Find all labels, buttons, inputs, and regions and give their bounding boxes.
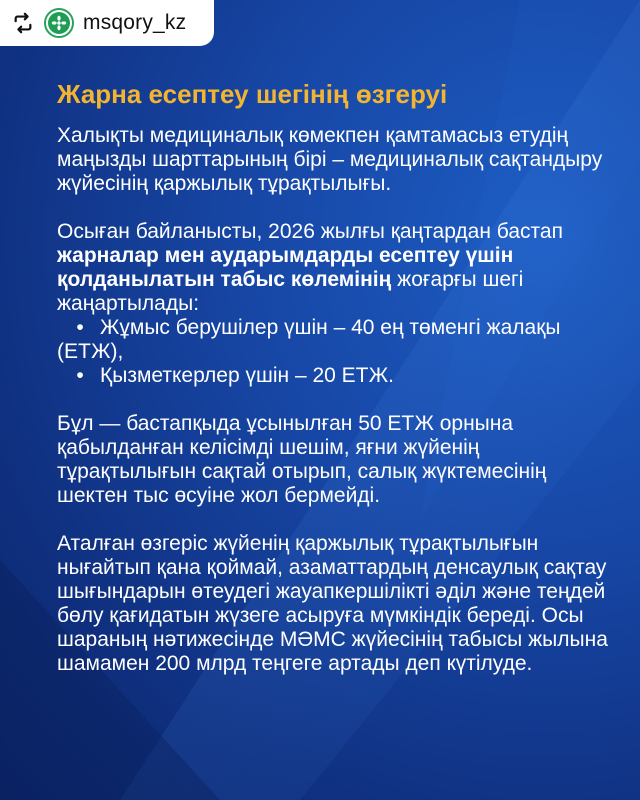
bullet-dot: • (76, 363, 84, 387)
ornament-logo-icon (48, 12, 70, 34)
paragraph-compromise: Бұл — бастапқыда ұсынылған 50 ЕТЖ орнына қабылданған келісімді шешім, яғни жүйенің тұрақтылығын сақтай отырып, салық жүктемесінің шектен тыс өсуіне жол бермейді. (57, 411, 547, 507)
paragraph-change-bold: жарналар мен аударымдарды есептеу үшін қолданылатын табыс көлемінің (57, 243, 514, 291)
avatar[interactable] (44, 8, 74, 38)
paragraph-change-part1: Осыған байланысты, 2026 жылғы қаңтардан бастап (57, 219, 563, 243)
list-item: • Жұмыс берушілер үшін – 40 ең төменгі жалақы (ЕТЖ), (57, 315, 561, 363)
limits-list (57, 316, 617, 388)
paragraph-change-part2: жоғарғы шегі жаңартылады: (57, 267, 524, 315)
post-content (57, 80, 617, 676)
repost-icon[interactable] (12, 12, 34, 34)
page-title: Жарна есептеу шегінің өзгеруі (57, 79, 448, 109)
bullet-dot: • (76, 315, 84, 339)
list-item: • Қызметкерлер үшін – 20 ЕТЖ. (57, 364, 617, 388)
paragraph-outcome: Аталған өзгеріс жүйенің қаржылық тұрақтылығын нығайтып қана қоймай, азаматтардың денсаулық сақтау шығындарын өтеудегі жауапкершілікті әділ және теңдей бөлу қағидатын жүзеге асыруға мүмкіндік береді. Осы шараның нәтижесінде МӘМС жүйесінің табысы жылына шамамен 200 млрд теңгеге артады деп күтілуде. (57, 531, 608, 675)
paragraph-change (57, 220, 617, 316)
username[interactable]: msqory_kz (83, 11, 187, 34)
paragraph-intro: Халықты медициналық көмекпен қамтамасыз етудің маңызды шарттарының бірі – медициналық сақтандыру жүйесінің қаржылық тұрақтылығы. (57, 123, 603, 195)
repost-header (0, 0, 214, 46)
